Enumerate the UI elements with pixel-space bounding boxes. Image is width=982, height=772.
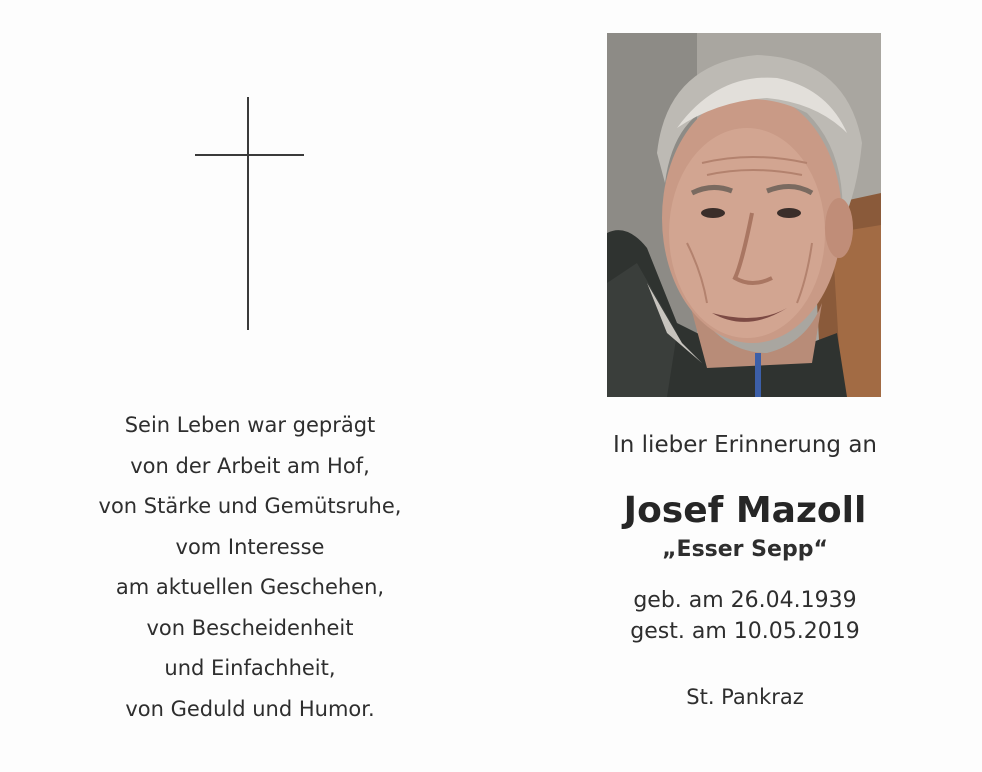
cross-horizontal-beam (195, 154, 304, 156)
poem-line: von der Arbeit am Hof, (130, 453, 370, 478)
birth-date: geb. am 26.04.1939 (633, 588, 857, 613)
nickname: „Esser Sepp“ (662, 537, 828, 562)
poem-line: Sein Leben war geprägt (124, 413, 376, 437)
death-date: gest. am 10.05.2019 (630, 619, 860, 644)
cross-vertical-beam (247, 97, 249, 330)
place-name: St. Pankraz (686, 685, 804, 709)
poem-line: von Geduld und Humor. (125, 696, 375, 721)
memory-heading: In lieber Erinnerung an (613, 432, 877, 458)
poem (60, 405, 440, 729)
poem-line: am aktuellen Geschehen, (115, 575, 385, 599)
poem-line: vom Interesse (175, 534, 325, 559)
deceased-name: Josef Mazoll (623, 490, 867, 531)
portrait-photo (607, 33, 881, 397)
poem-line: von Stärke und Gemütsruhe, (98, 494, 402, 518)
poem-line: von Bescheidenheit (146, 615, 354, 640)
poem-line: und Einfachheit, (164, 656, 336, 680)
